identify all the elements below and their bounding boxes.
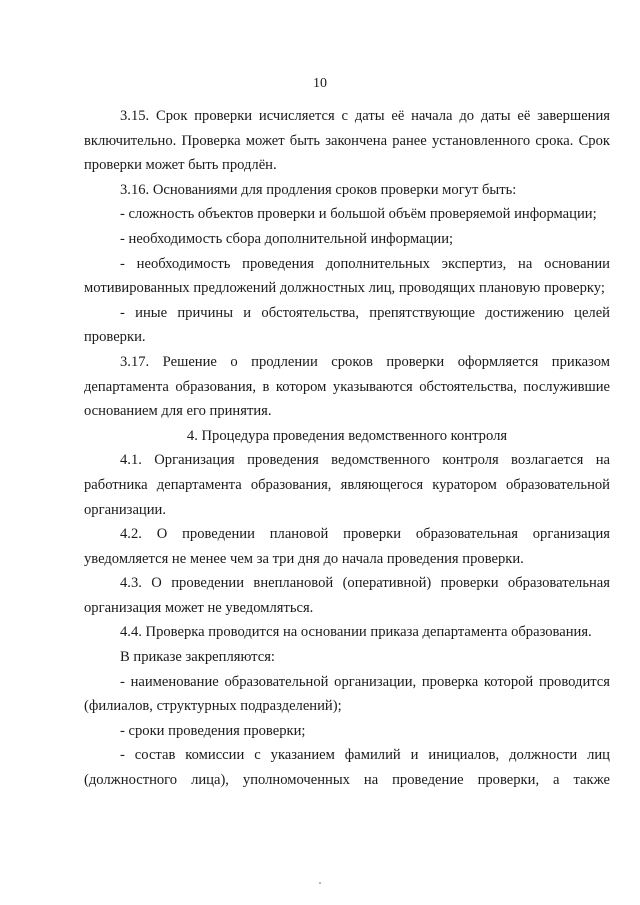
text-line: работника департамента образования, являющегося куратором образовательной [84, 476, 610, 493]
text-line: 3.16. Основаниями для продления сроков проверки могут быть: [120, 181, 517, 198]
text-line: - необходимость сбора дополнительной информации; [120, 230, 454, 247]
text-line: В приказе закрепляются: [120, 649, 275, 666]
section-heading: 4. Процедура проведения ведомственного контроля [186, 427, 508, 444]
text-line: - состав комиссии с указанием фамилий и инициалов, должности лиц [120, 747, 610, 764]
text-line: мотивированных предложений должностных лиц, проводящих плановую проверку; [84, 280, 605, 297]
text-line: - иные причины и обстоятельства, препятствующие достижению целей [120, 304, 610, 321]
text-line: - необходимость проведения дополнительных экспертиз, на основании [120, 255, 610, 272]
text-line: - наименование образовательной организации, проверка которой проводится [120, 673, 610, 690]
text-line: проверки может быть продлён. [84, 157, 277, 174]
text-line: 4.2. О проведении плановой проверки образовательная организация [120, 526, 610, 543]
scan-speck [319, 882, 321, 884]
text-line: департамента образования, в котором указываются обстоятельства, послужившие [84, 378, 610, 395]
text-line: организации. [84, 501, 166, 518]
text-line: 4.1. Организация проведения ведомственного контроля возлагается на [120, 452, 610, 469]
text-line: 4.3. О проведении внеплановой (оперативной) проверки образовательная [120, 575, 610, 592]
text-line: проверки. [84, 329, 146, 346]
text-line: включительно. Проверка может быть закончена ранее установленного срока. Срок [84, 132, 610, 149]
text-line: 3.17. Решение о продлении сроков проверки оформляется приказом [120, 353, 610, 370]
text-line: - сложность объектов проверки и большой объём проверяемой информации; [120, 206, 597, 223]
text-line: (должностного лица), уполномоченных на проведение проверки, а также [84, 772, 610, 789]
document-body [84, 104, 610, 793]
text-line: 3.15. Срок проверки исчисляется с даты её начала до даты её завершения [120, 108, 610, 124]
text-line: (филиалов, структурных подразделений); [84, 698, 342, 715]
text-line: 4.4. Проверка проводится на основании приказа департамента образования. [120, 624, 592, 641]
page-number: 10 [313, 76, 327, 91]
text-line: основанием для его принятия. [84, 403, 272, 420]
text-line: - сроки проведения проверки; [120, 722, 306, 739]
text-line: организация может не уведомляться. [84, 599, 314, 616]
text-line: уведомляется не менее чем за три дня до начала проведения проверки. [84, 550, 524, 567]
